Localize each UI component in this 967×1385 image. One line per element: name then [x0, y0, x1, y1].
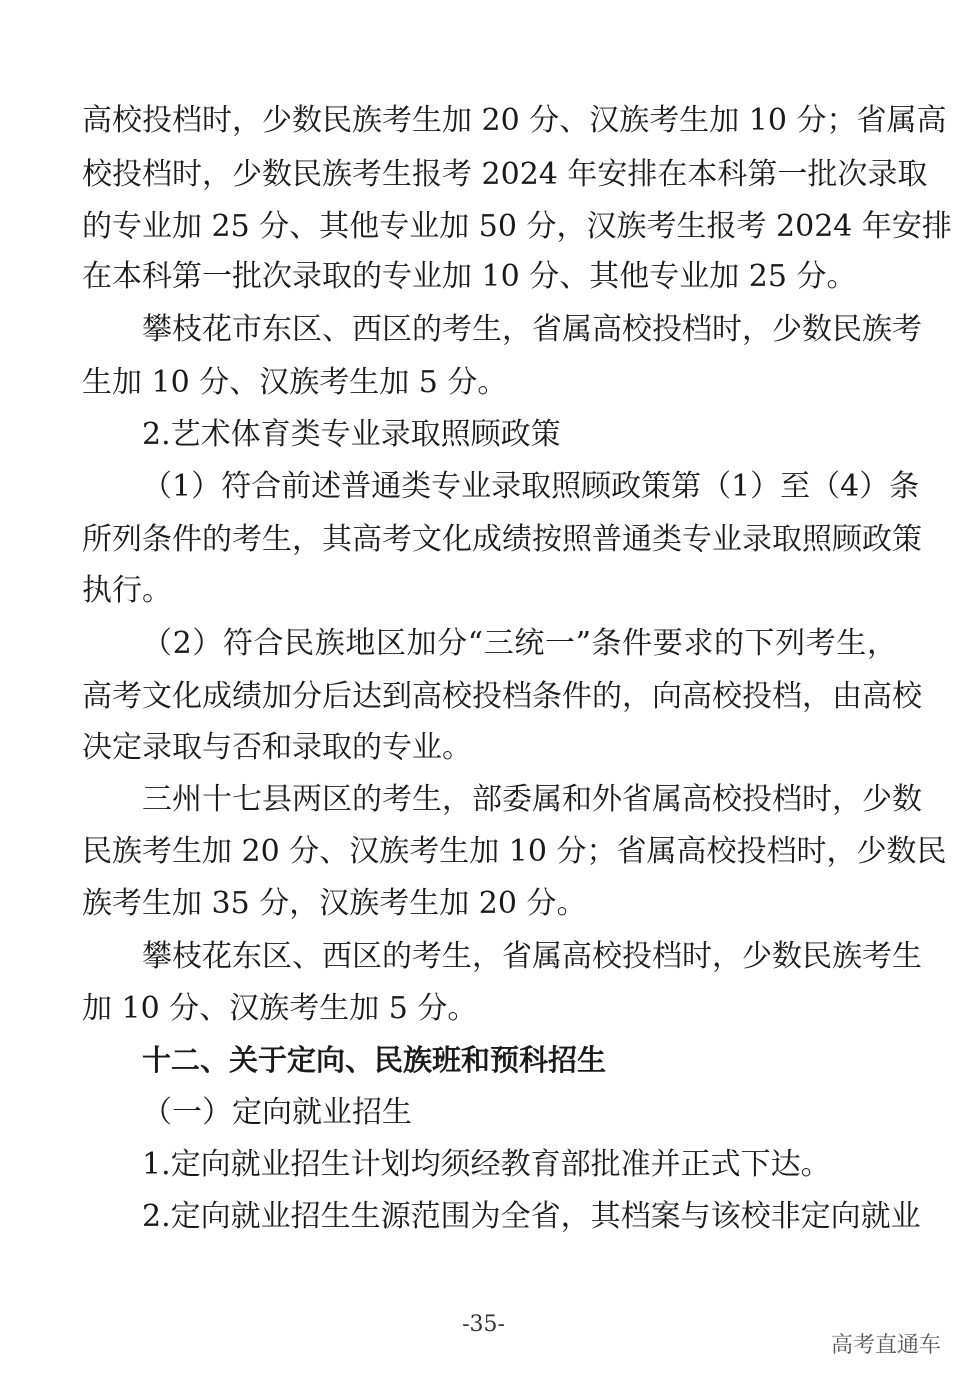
text-line: 三州十七县两区的考生，部委属和外省属高校投档时，少数 — [142, 782, 922, 817]
chapter-heading: 十二、关于定向、民族班和预科招生 — [142, 1043, 607, 1077]
page-number: -35- — [462, 1312, 505, 1337]
text-line: 攀枝花市东区、西区的考生，省属高校投档时，少数民族考 — [142, 312, 922, 347]
text-line: 民族考生加 20 分、汉族考生加 10 分；省属高校投档时，少数民 — [82, 834, 947, 869]
text-line: 生加 10 分、汉族考生加 5 分。 — [82, 365, 508, 400]
text-line: 族考生加 35 分，汉族考生加 20 分。 — [82, 886, 587, 921]
section-heading: 2.艺术体育类专业录取照顾政策 — [142, 417, 561, 452]
text-line: 攀枝花东区、西区的考生，省属高校投档时，少数民族考生 — [142, 939, 922, 974]
text-line: 加 10 分、汉族考生加 5 分。 — [82, 991, 478, 1026]
text-line: 的专业加 25 分、其他专业加 50 分，汉族考生报考 2024 年安排 — [82, 209, 952, 244]
watermark: 高考直通车 — [830, 1333, 941, 1358]
subsection-heading: （一）定向就业招生 — [142, 1095, 412, 1130]
text-line: （2）符合民族地区加分“三统一”条件要求的下列考生， — [142, 626, 897, 661]
text-line: 2.定向就业招生生源范围为全省，其档案与该校非定向就业 — [142, 1199, 921, 1234]
text-line: 高校投档时，少数民族考生加 20 分、汉族考生加 10 分；省属高 — [82, 103, 947, 138]
text-line: 校投档时，少数民族考生报考 2024 年安排在本科第一批次录取 — [82, 157, 928, 192]
text-line: 决定录取与否和录取的专业。 — [82, 730, 472, 765]
text-line: 所列条件的考生，其高考文化成绩按照普通类专业录取照顾政策 — [82, 522, 922, 557]
text-line: 1.定向就业招生计划均须经教育部批准并正式下达。 — [142, 1147, 831, 1182]
text-line: （1）符合前述普通类专业录取照顾政策第（1）至（4）条 — [142, 469, 920, 504]
text-line: 在本科第一批次录取的专业加 10 分、其他专业加 25 分。 — [82, 259, 857, 294]
text-line: 执行。 — [82, 573, 172, 608]
text-line: 高考文化成绩加分后达到高校投档条件的，向高校投档，由高校 — [82, 679, 922, 714]
